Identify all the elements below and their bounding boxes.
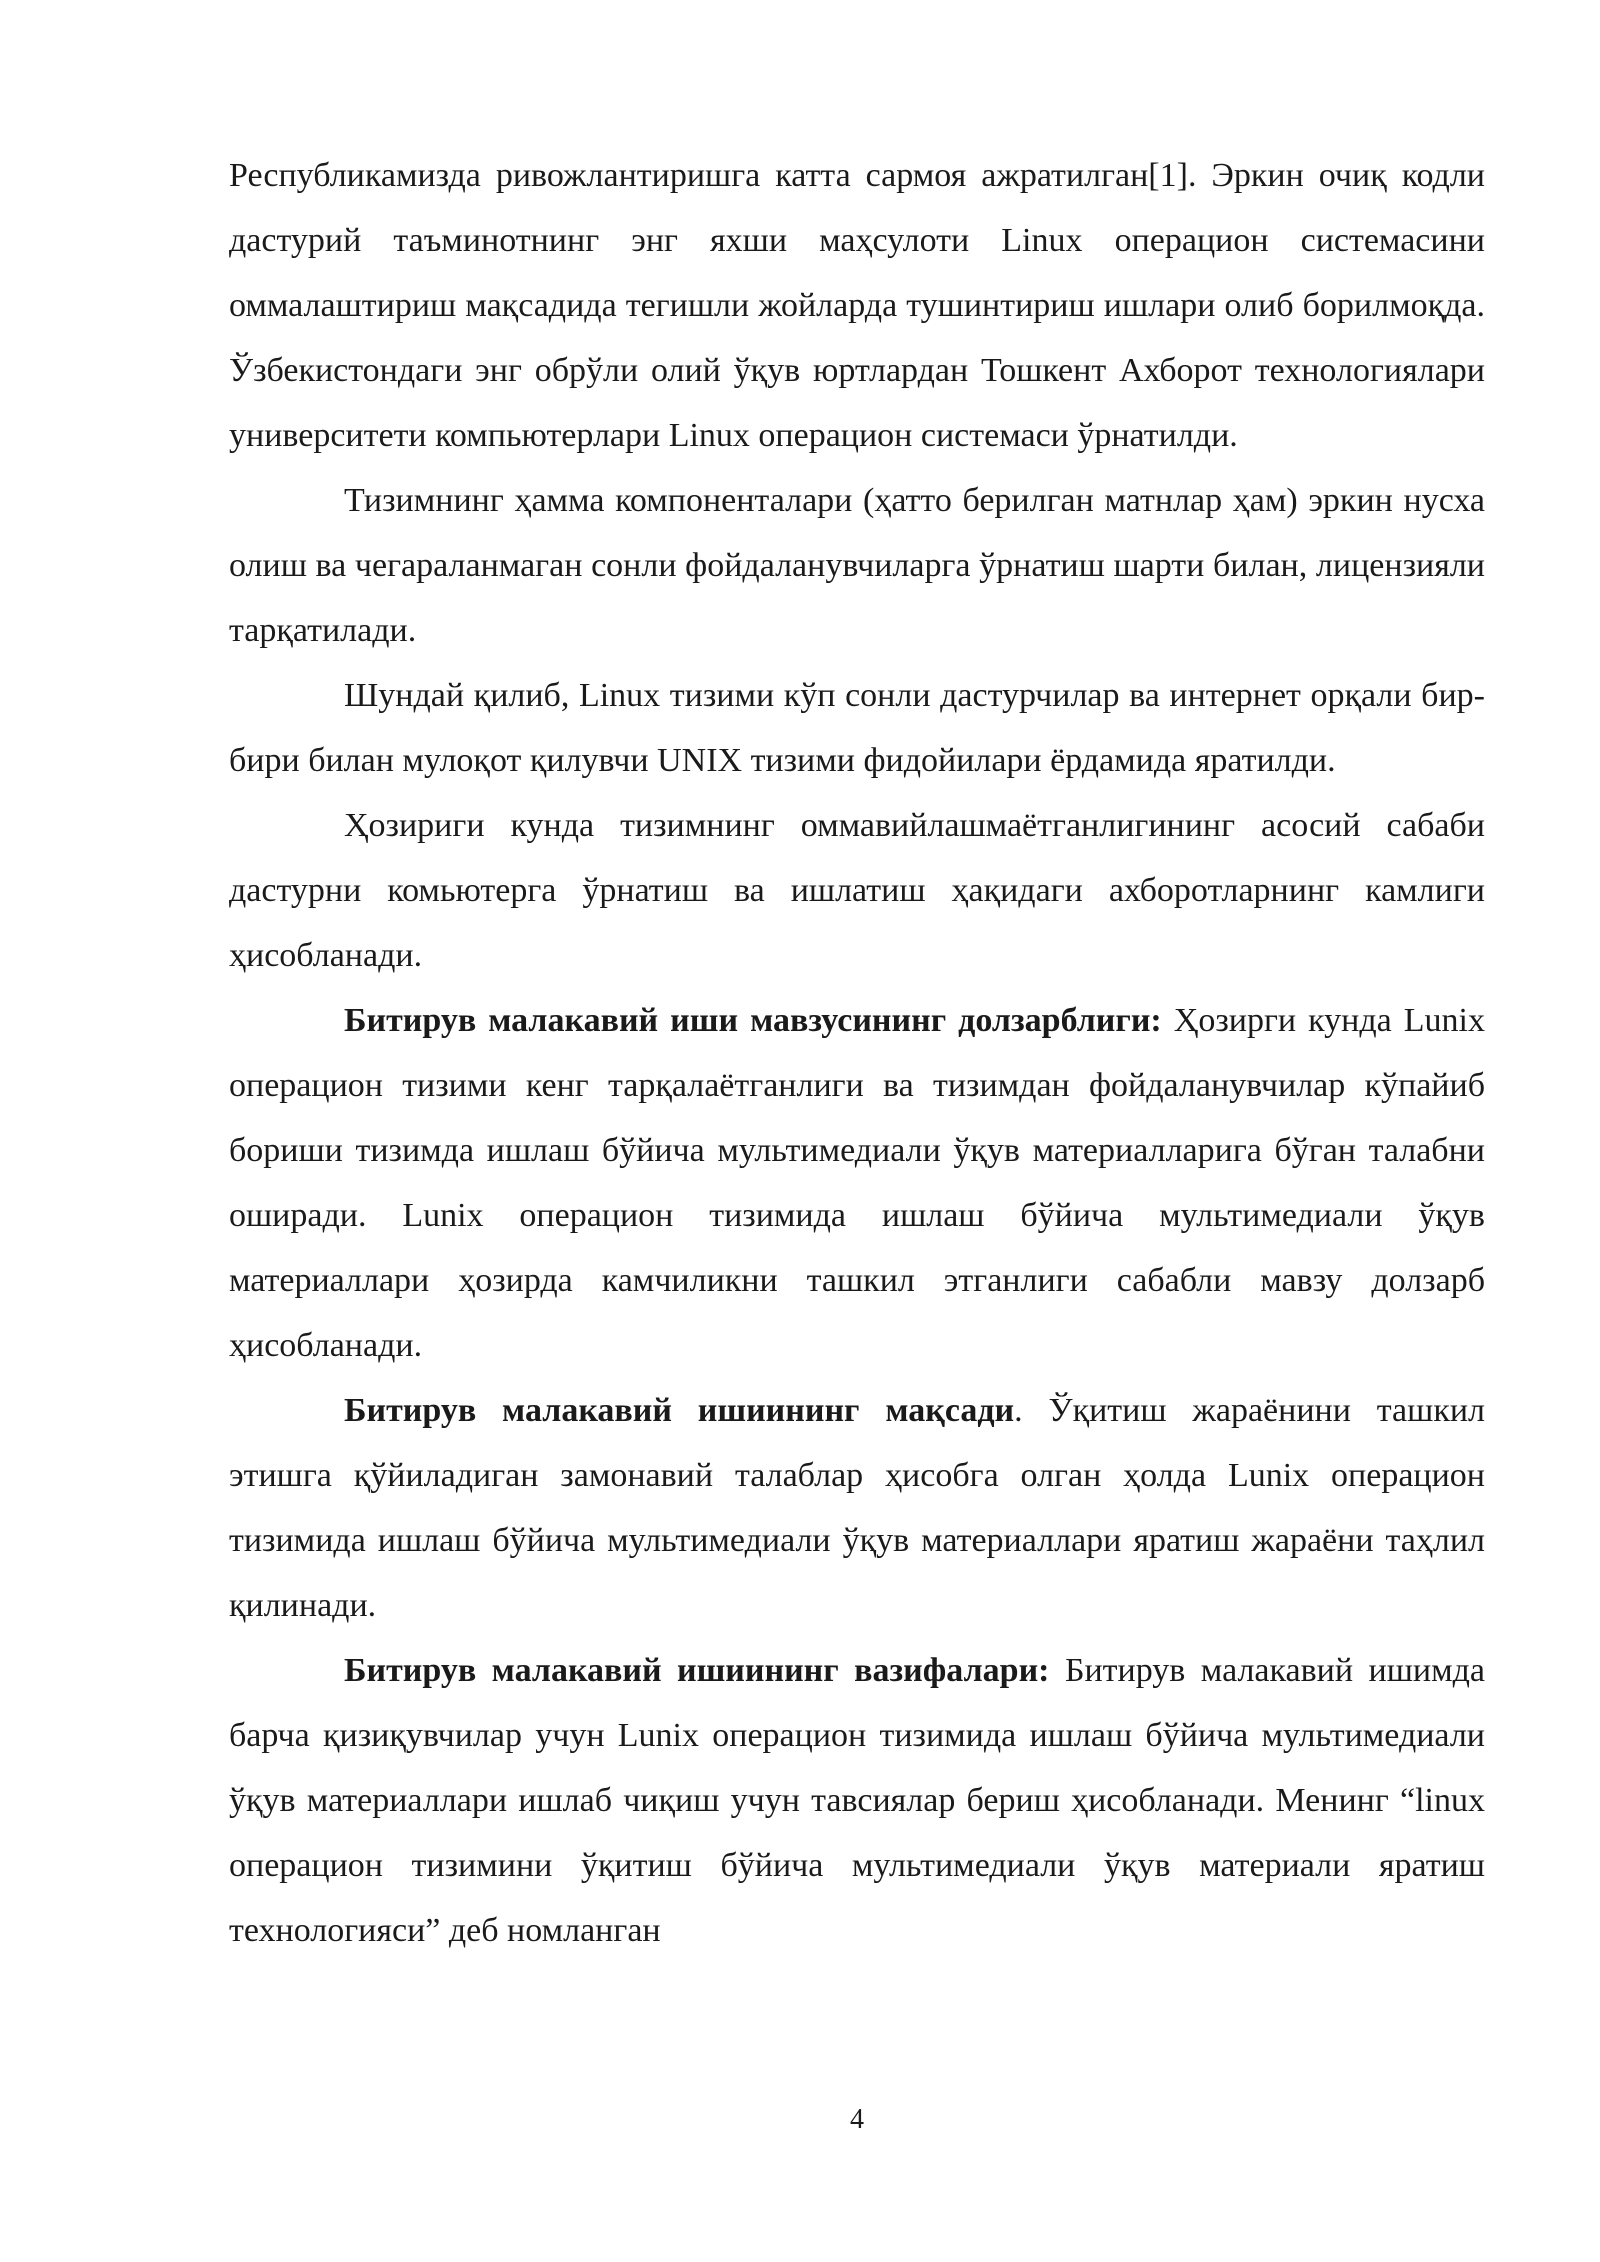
paragraph-4 bbox=[229, 793, 1485, 988]
paragraph-1-text: Республикамизда ривожлантиришга катта сармоя ажратилган[1]. Эркин очиқ кодли дастурий таъминотнинг энг яхши маҳсулоти Linux операцион системасини оммалаштириш мақсадида тегишли жойларда тушинтириш ишлари олиб борилмоқда. Ўзбекистондаги энг обрўли олий ўқув юртлардан Тошкент Ахборот технологиялари университети компьютерлари Linux операцион системаси ўрнатилди. bbox=[229, 157, 1485, 454]
paragraph-3-text: Шундай қилиб, Linux тизими кўп сонли дастурчилар ва интернет орқали бир-бири билан мулоқот қилувчи UNIX тизими фидойилари ёрдамида яратилди. bbox=[229, 677, 1485, 779]
paragraph-tasks bbox=[229, 1638, 1485, 1963]
tasks-text: Битирув малакавий ишимда барча қизиқувчилар учун Lunix операцион тизимида ишлаш бўйича мультимедиали ўқув материаллари ишлаб чиқиш учун тавсиялар бериш ҳисобланади. Менинг “linux операцион тизимини ўқитиш бўйича мультимедиали ўқув материали яратиш технологияси” деб номланган bbox=[229, 1652, 1485, 1949]
relevance-heading: Битирув малакавий иши мавзусининг долзарблиги: bbox=[344, 1002, 1162, 1039]
paragraph-3 bbox=[229, 663, 1485, 793]
relevance-text: Ҳозирги кунда Lunix операцион тизими кенг тарқалаётганлиги ва тизимдан фойдаланувчилар кўпайиб бориши тизимда ишлаш бўйича мультимедиали ўқув материалларига бўган талабни оширади. Lunix операцион тизимида ишлаш бўйича мультимедиали ўқув материаллари ҳозирда камчиликни ташкил этганлиги сабабли мавзу долзарб ҳисобланади. bbox=[229, 1002, 1485, 1364]
paragraph-4-text: Ҳозириги кунда тизимнинг оммавийлашмаётганлигининг асосий сабаби дастурни комьютерга ўрнатиш ва ишлатиш ҳақидаги ахборотларнинг камлиги ҳисобланади. bbox=[229, 807, 1485, 974]
paragraph-2 bbox=[229, 468, 1485, 663]
page-number: 4 bbox=[850, 2104, 864, 2135]
paragraph-relevance bbox=[229, 988, 1485, 1378]
paragraph-2-text: Тизимнинг ҳамма компоненталари (ҳатто берилган матнлар ҳам) эркин нусха олиш ва чегараланмаган сонли фойдаланувчиларга ўрнатиш шарти билан, лицензияли тарқатилади. bbox=[229, 482, 1485, 649]
goal-text: . Ўқитиш жараёнини ташкил этишга қўйиладиган замонавий талаблар ҳисобга олган ҳолда Lunix операцион тизимида ишлаш бўйича мультимедиали ўқув материаллари яратиш жараёни таҳлил қилинади. bbox=[229, 1392, 1486, 1624]
goal-heading: Битирув малакавий ишиининг мақсади bbox=[344, 1392, 1015, 1429]
tasks-heading: Битирув малакавий ишиининг вазифалари: bbox=[344, 1652, 1050, 1689]
paragraph-goal bbox=[229, 1378, 1485, 1638]
paragraph-1 bbox=[229, 143, 1485, 468]
document-page bbox=[229, 143, 1485, 1963]
